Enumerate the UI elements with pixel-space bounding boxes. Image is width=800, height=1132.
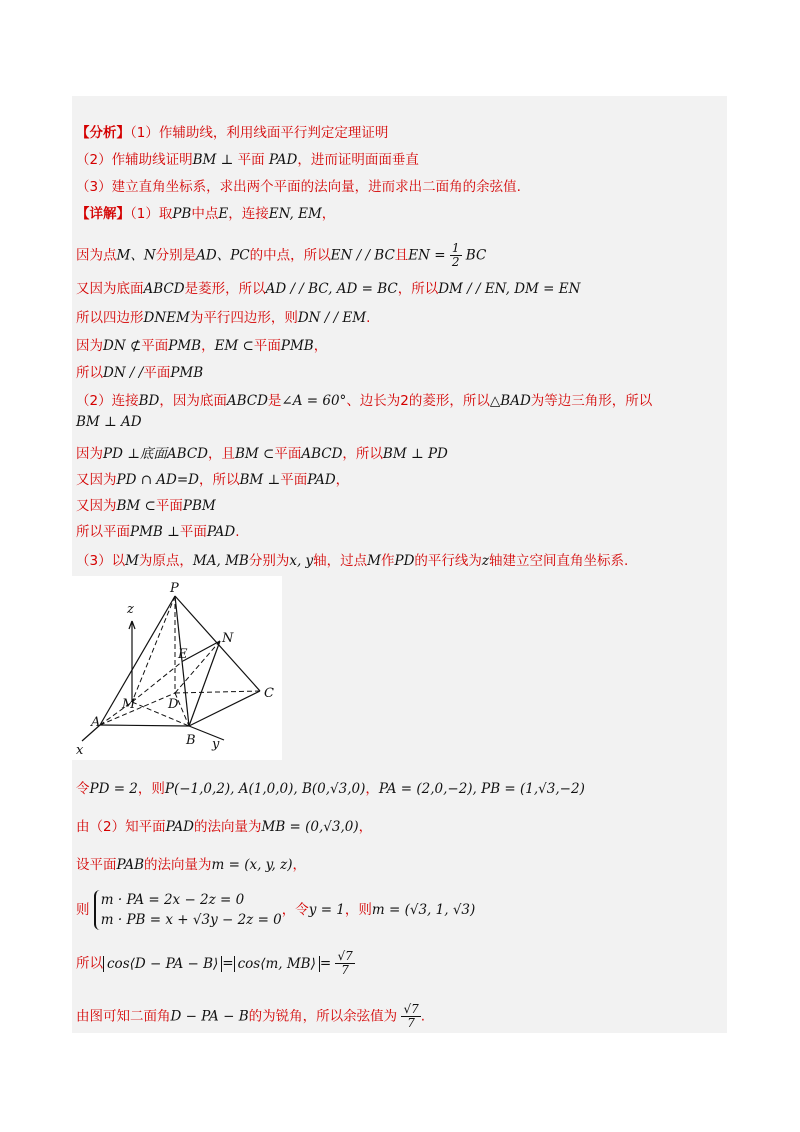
math: P(−1,0,2), A(1,0,0), B(0,√3,0): [164, 781, 366, 797]
text: 因为: [76, 338, 103, 354]
math: PB: [172, 206, 192, 222]
math: DM / / EN, DM = EN: [438, 281, 581, 297]
text: 轴，过点: [313, 553, 368, 569]
text: 由图可知二面角: [76, 1008, 171, 1025]
text: ，: [335, 472, 350, 488]
detail-line-1: [76, 202, 335, 222]
calc-line-2: [76, 815, 372, 835]
edge-EN: [183, 641, 220, 661]
math: ABCD: [166, 446, 208, 462]
math: ABCD: [226, 393, 268, 409]
edge-AD: [100, 693, 175, 725]
text: ，且: [207, 446, 235, 462]
math: PAD: [307, 472, 336, 488]
math: z: [481, 553, 490, 569]
text: 中点: [191, 206, 219, 222]
edge-ME: [132, 661, 183, 702]
text: 的为锐角，所以余弦值为: [248, 1008, 398, 1025]
detail-line-3: [76, 277, 580, 297]
text: 作: [380, 553, 395, 569]
analysis-line-3: （3）建立直角坐标系，求出两个平面的法向量，进而求出二面角的余弦值.: [76, 179, 521, 195]
math: BM ⊂: [116, 498, 156, 514]
math: EN / / BC: [330, 247, 395, 264]
detail-line-5: [76, 334, 327, 354]
text: 因为点: [76, 247, 117, 264]
fraction-denominator: 7: [407, 1016, 415, 1030]
text: 因为: [76, 446, 103, 462]
text: 底面: [139, 446, 167, 462]
math: EN, EM: [268, 206, 322, 222]
text: 则: [76, 902, 90, 918]
math: PD ⊥: [103, 446, 140, 462]
math: PMB: [280, 338, 314, 354]
math: DN / /: [103, 365, 144, 381]
edge-AB: [100, 725, 189, 726]
math: EM ⊂: [214, 338, 254, 354]
math: M、N: [116, 247, 156, 264]
text: 分别是: [155, 247, 197, 264]
equation-1: m · PA = 2x − 2z = 0: [100, 892, 245, 908]
text: （2）连接: [76, 393, 139, 409]
math: BM ⊥: [239, 472, 281, 488]
text: 又因为: [76, 498, 117, 514]
text: 为原点，: [138, 553, 193, 569]
text: ，: [201, 338, 215, 354]
text: 且: [394, 247, 409, 264]
math: PBM: [182, 498, 216, 514]
text: 所以四边形: [76, 310, 144, 326]
text: 又因为: [76, 472, 117, 488]
text: 为等边三角形，所以: [530, 393, 653, 409]
text: 所以平面: [76, 524, 130, 540]
edge-PM: [132, 596, 175, 702]
text: 为平行四边形，则: [189, 310, 298, 326]
math: PMB: [170, 365, 204, 381]
math: BM ⊂: [234, 446, 275, 462]
math: m = (√3, 1, √3): [371, 902, 476, 918]
text: 、边长为2的菱形，所以: [346, 393, 490, 409]
text: 平面: [280, 472, 308, 488]
math: EN =: [408, 247, 446, 264]
analysis-line-2: [76, 148, 419, 168]
calc-line-3: [76, 853, 306, 873]
calc-line-1: [76, 777, 585, 797]
text: 令: [76, 781, 90, 797]
label-y: y: [212, 737, 220, 752]
text: ，所以: [397, 281, 439, 297]
text: ，所以: [199, 472, 240, 488]
fraction-sqrt7-over-7: [401, 1003, 420, 1030]
text: 设平面: [76, 857, 117, 873]
fraction-sqrt7-over-7: [335, 950, 354, 977]
calc-line-4: [76, 890, 475, 930]
calc-line-6: [76, 1003, 425, 1030]
text: 的法向量为: [144, 857, 212, 873]
text: 平面: [143, 365, 171, 381]
text: 由（2）知平面: [76, 819, 166, 835]
text: 是菱形，所以: [184, 281, 266, 297]
analysis-heading-line: [76, 121, 388, 141]
math: ∠A = 60°: [281, 393, 347, 409]
detail-bracket: 【详解】: [76, 206, 130, 222]
math: M: [125, 553, 139, 569]
math: BM ⊥ AD: [76, 414, 142, 430]
detail-line-8: [76, 414, 142, 430]
detail-line-2: [76, 242, 486, 269]
label-P: P: [170, 581, 179, 596]
label-M: M: [122, 697, 136, 712]
text: ，: [313, 338, 328, 354]
fraction-numerator: √7: [337, 949, 353, 963]
math: MB = (0,√3,0): [261, 819, 359, 835]
label-D: D: [168, 697, 179, 712]
label-A: A: [91, 715, 101, 730]
text: 平面: [179, 524, 207, 540]
math: AD / / BC, AD = BC: [265, 281, 398, 297]
math: ABCD: [143, 281, 185, 297]
label-z: z: [127, 602, 134, 617]
math: DN / / EM: [297, 310, 367, 326]
text: 又因为底面: [76, 281, 144, 297]
math: E: [218, 206, 229, 222]
text: .: [235, 524, 240, 540]
text: 的平行线为: [414, 553, 482, 569]
text: ，则: [137, 781, 165, 797]
abs-cos-dihedral: cos⟨D − PA − B⟩: [103, 956, 222, 972]
text: ，则: [344, 902, 372, 918]
text: 所以: [76, 955, 103, 972]
fraction-denominator: 2: [451, 255, 460, 269]
math: PD: [394, 553, 415, 569]
math: PAD: [264, 152, 298, 168]
text: ，: [358, 819, 373, 835]
fraction-numerator: 1: [451, 241, 460, 255]
label-N: N: [222, 631, 234, 646]
equation-system: [94, 890, 282, 930]
math: BM ⊥: [192, 152, 238, 168]
text: 分别为: [248, 553, 290, 569]
analysis-line-1: （1）作辅助线，利用线面平行判定定理证明: [130, 125, 389, 141]
text: ，令: [281, 902, 309, 918]
text: ，: [365, 781, 379, 797]
math: PD ∩ AD=D: [116, 472, 200, 488]
text: ，进而证明面面垂直: [297, 152, 419, 168]
pyramid-figure: [72, 576, 282, 760]
text: 平面: [274, 446, 302, 462]
label-E: E: [178, 647, 188, 662]
text: ，: [292, 857, 306, 873]
detail-line-9: [76, 442, 448, 462]
detail-line-4: [76, 306, 370, 326]
calc-line-5: [76, 950, 355, 977]
math: PMB ⊥: [130, 524, 180, 540]
math: DNEM: [143, 310, 190, 326]
math: PAD: [165, 819, 195, 835]
math: m = (x, y, z): [211, 857, 293, 873]
text: 平面: [155, 498, 183, 514]
math: DN ⊄: [103, 338, 142, 354]
detail-line-6: [76, 361, 203, 381]
math: =: [319, 955, 332, 972]
equation-2: m · PB = x + √3y − 2z = 0: [100, 912, 282, 928]
label-C: C: [264, 686, 274, 701]
detail-line-13: [76, 549, 628, 569]
math: BC: [465, 247, 487, 264]
text: 是: [267, 393, 282, 409]
detail-line-11: [76, 494, 216, 514]
text: （2）作辅助线证明: [76, 152, 193, 168]
text: 的法向量为: [194, 819, 262, 835]
math: D − PA − B: [170, 1008, 249, 1025]
text: 的中点，所以: [249, 247, 331, 264]
math: M: [367, 553, 381, 569]
math: PD = 2: [89, 781, 138, 797]
detail-line-7: [76, 389, 652, 409]
text: ，连接: [228, 206, 269, 222]
math: =: [222, 955, 234, 972]
text: 轴建立空间直角坐标系.: [489, 553, 629, 569]
text: （3）以: [76, 553, 126, 569]
text: （1）取: [130, 206, 173, 222]
math: BD: [138, 393, 160, 409]
detail-line-10: [76, 468, 349, 488]
text: 所以: [76, 365, 103, 381]
pyramid-diagram: [72, 576, 282, 760]
math: AD、PC: [196, 247, 250, 264]
fraction-one-half: [450, 242, 462, 269]
math: MA, MB: [192, 553, 249, 569]
math: y = 1: [308, 902, 345, 918]
edge-PA: [100, 596, 175, 725]
math: x, y: [289, 553, 314, 569]
math: △BAD: [489, 393, 531, 409]
math: PA = (2,0,−2), PB = (1,√3,−2): [378, 781, 585, 797]
text: .: [420, 1008, 426, 1025]
edge-DC: [175, 691, 260, 693]
text: ，所以: [342, 446, 383, 462]
math: ABCD: [301, 446, 343, 462]
math: BM ⊥ PD: [382, 446, 448, 462]
math: PAD: [206, 524, 236, 540]
text: 平面: [141, 338, 169, 354]
analysis-bracket: 【分析】: [76, 125, 130, 141]
text: 平面: [253, 338, 281, 354]
math: PMB: [168, 338, 202, 354]
text: ，因为底面: [159, 393, 227, 409]
detail-line-12: [76, 520, 240, 540]
label-x: x: [76, 743, 84, 758]
text: ，: [321, 206, 336, 222]
text: .: [366, 310, 371, 326]
edge-MB: [132, 702, 189, 726]
fraction-numerator: √7: [403, 1002, 419, 1016]
text: 平面: [237, 152, 265, 168]
label-B: B: [186, 733, 196, 748]
math: PAB: [116, 857, 145, 873]
abs-cos-vectors: cos⟨m, MB⟩: [234, 956, 320, 972]
fraction-denominator: 7: [341, 963, 349, 977]
